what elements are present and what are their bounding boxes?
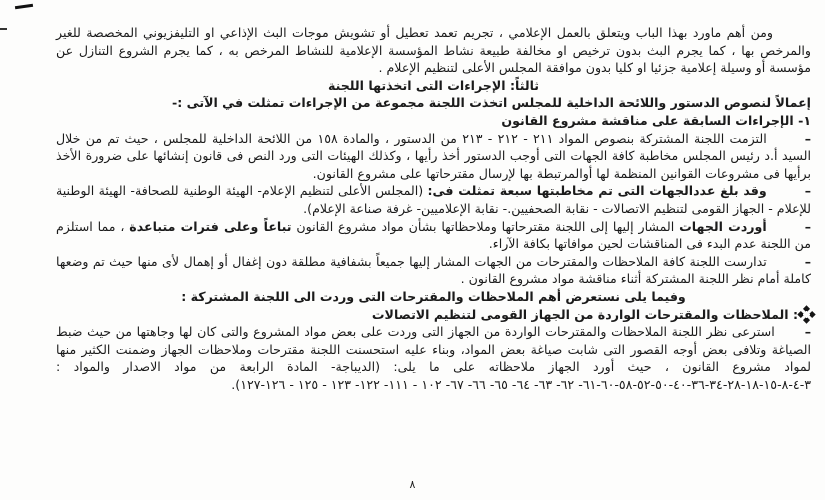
implementation-paragraph: إعمالاً لنصوص الدستور واللائحة الداخلية للمجلس اتخذت اللجنة مجموعة من الإجراءات تمثلت في الآتى :- <box>171 95 811 111</box>
item-text: ، مما استلزم من اللجنة عدم البدء فى المناقشات لحين موافاتها بكافة الآراء. <box>56 218 811 252</box>
item-text: (المجلس الأعلى لتنظيم الإعلام- الهيئة الوطنية للصحافة- الهيئة الوطنية للإعلام - الجهاز القومى لتنظيم الاتصالات - نقابة الصحفيين.- نقابة الإعلاميين- غرفة صناعة الإعلام). <box>56 183 811 216</box>
review-intro-line: وفيما يلى نستعرض أهم الملاحظات والمقترحات التى وردت الى اللجنة المشتركة : <box>181 288 686 304</box>
dash-marker: – <box>804 130 811 146</box>
item-text: تدارست اللجنة كافة الملاحظات والمقترحات من الجهات المشار إليها جميعاً بشفافية مطلقة دون إغفال أو إهمال لأى منها حيث تم وضعها كاملة أمام نظر اللجنة المشتركة أثناء مناقشة مواد مشروع القانون . <box>56 253 811 287</box>
diamond-bullet-icon <box>803 311 810 318</box>
scan-artifact-dot <box>0 28 7 30</box>
item-text: المشار إليها إلى اللجنة مقترحاتها وملاحظاتها بشأن مواد مشروع القانون <box>291 218 680 234</box>
dash-marker: – <box>804 218 811 234</box>
item-text: التزمت اللجنة المشتركة بنصوص المواد ٢١١ - ٢١٢ - ٢١٣ من الدستور ، والمادة ١٥٨ من اللائحة الداخلية للمجلس ، حيث تم من خلال السيد أ.د رئيس المجلس مخاطبة كافة الجهات التى أوجب الدستور أخذ رأيها ، وكذلك الهيئات التى ورد النص فى قانون إنشائها على ضرورة الأخذ برأيها فى مشروعات القوانين المنظمة لها أوالمرتبطة بها لإرسال مقترحاتها على مشروع القانون. <box>56 130 811 181</box>
item-committee-commitment <box>56 130 811 183</box>
subsection-heading-procedures: ١- الإجراءات السابقة على مناقشة مشروع القانون <box>501 112 811 128</box>
item-bodies-contacted <box>56 182 811 217</box>
dash-marker: – <box>804 324 811 340</box>
scan-artifact-mark <box>15 4 33 9</box>
item-remarks-telecom <box>56 323 811 393</box>
item-text: استرعى نظر اللجنة الملاحظات والمقترحات الواردة من الجهاز التى وردت على بعض مواد المشروع والتى كان لها وجاهتها من حيث ضبط الصياغة وتلافى بعض أوجه القصور التى شابت صياغة بعض المواد، وبناء عليه استحسنت اللجنة مقترحات وملاحظات الجهاز وضمنت الكثير منها لمواد مشروع القانون ، حيث أورد الجهاز ملاحظاته على ما يلى: (الديباجة- المادة الرابعة من مواد الاصدار والمواد : ٣-٤-٨-١٥-١٨-٢٨-٣٤-٣٦-٤٠-٥٠-٥٢-٥٨-٦٠-٦١- ٦٢- ٦٣- ٦٤- ٦٥- ٦٦- ٦٧- ١٠٢ - ١١١- ١٢٢- ١٢٣ - ١٢٥ - ١٢٦-١٢٧). <box>56 324 811 392</box>
bullet-heading-telecom <box>56 306 811 324</box>
dash-marker: – <box>804 183 811 199</box>
bullet-heading-text: : الملاحظات والمقترحات الواردة من الجهاز القومى لتنظيم الاتصالات <box>371 306 798 322</box>
page-number: ٨ <box>409 478 416 492</box>
item-committee-studied <box>56 253 811 288</box>
dash-marker: – <box>804 253 811 269</box>
item-text-bold: تباعاً وعلى فترات متباعدة <box>129 218 292 234</box>
intro-paragraph: ومن أهم ماورد بهذا الباب ويتعلق بالعمل الإعلامي ، تجريم تعمد تعطيل أو تشويش موجات البث الإذاعي او التليفزيوني المخصصة للغير والمرخص بها ، كما يجرم البث بدون ترخيص او مخالفة طبيعة نشاط المؤسسة الإعلامية للنشاط المرخص به ، كما يجرم الشروع التنازل عن مؤسسة أو وسيلة إعلامية جزئيا او كليا بدون موافقة المجلس الأعلى لتنظيم الإعلام . <box>56 25 811 76</box>
item-proposals-received <box>56 218 811 253</box>
section-heading-third: ثالثاً: الإجراءات التى اتخذتها اللجنة <box>327 77 540 93</box>
item-text-bold: وقد بلغ عددالجهات التى تم مخاطبتها سبعة تمثلت فى: <box>427 183 767 199</box>
item-text-bold: أوردت الجهات <box>679 218 767 234</box>
